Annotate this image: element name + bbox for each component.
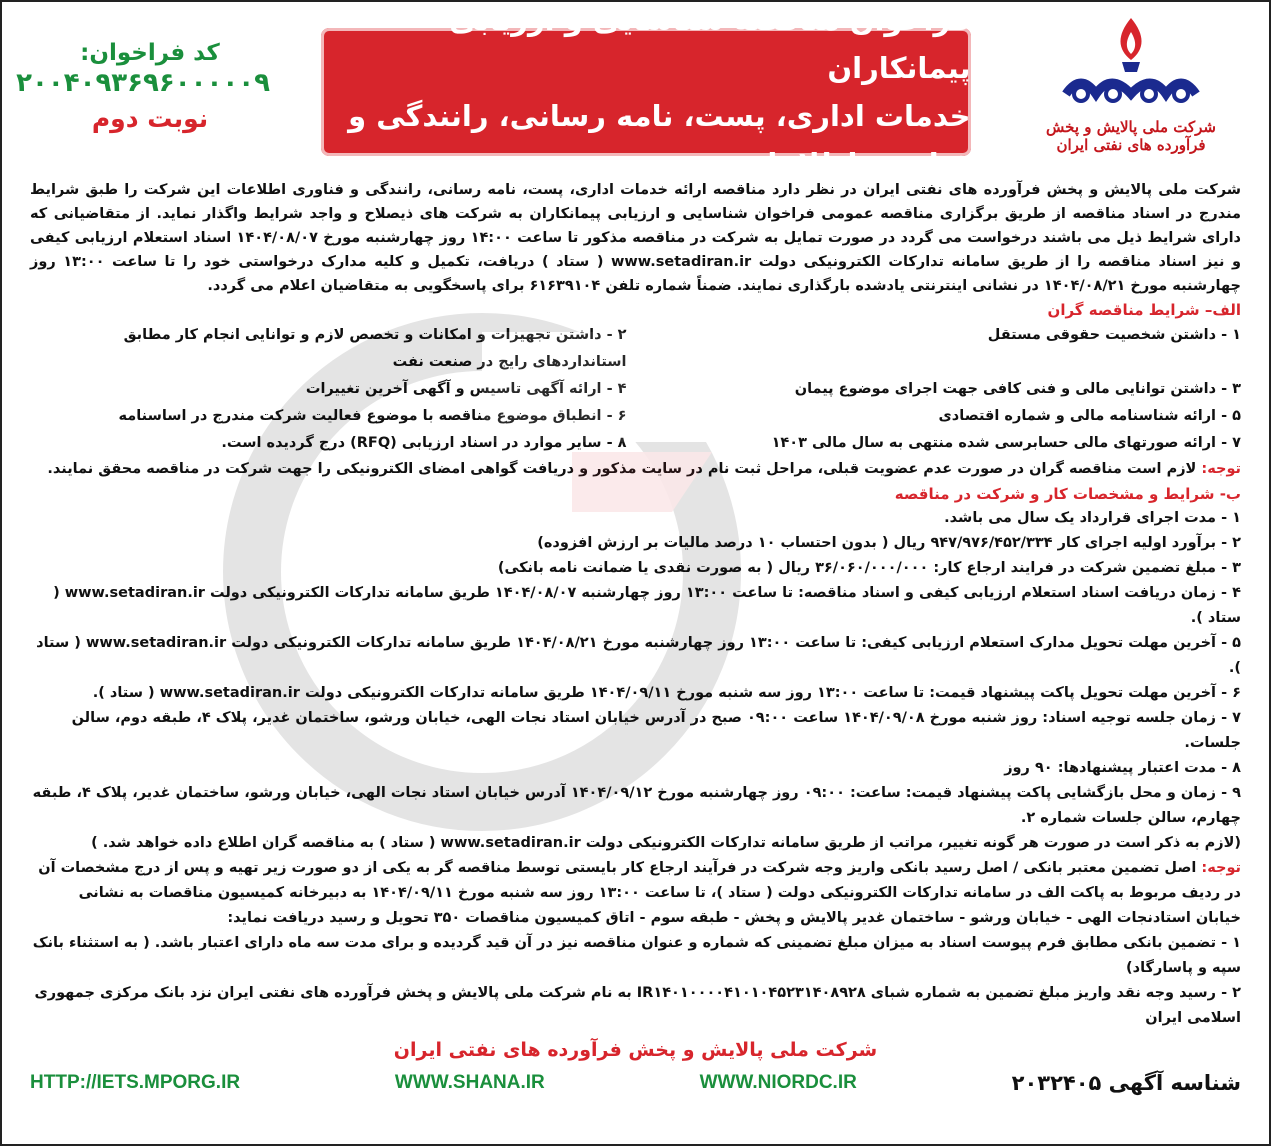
requirement-item: ۲ - داشتن تجهیزات و امکانات و تخصص لازم و توانایی انجام کار مطابق استانداردهای رایج در صنعت نفت bbox=[123, 327, 627, 370]
condition-item: ۷ - زمان جلسه توجیه اسناد: روز شنبه مورخ ۱۴۰۴/۰۹/۰۸ ساعت ۰۹:۰۰ صبح در آدرس خیابان استاد نجات الهی، خیابان ورشو، ساختمان غدیر، پلاک ۴، طبقه دوم، سالن جلسات. bbox=[71, 710, 1241, 751]
condition-note: (لازم به ذکر است در صورت هر گونه تغییر، مراتب از طریق سامانه تدارکات الکترونیکی دولت www.setadiran.ir ( ستاد ) به مناقصه گران اطلاع داده خواهد شد. ) bbox=[91, 835, 1241, 851]
section-b-title: ب- شرایط و مشخصات کار و شرکت در مناقصه bbox=[894, 485, 1241, 503]
note-1-text: لازم است مناقصه گران در صورت عدم عضویت قبلی، مراحل ثبت نام در سایت مذکور و دریافت گواهی امضای الکترونیکی را جهت شرکت در مناقصه محقق نمایند. bbox=[47, 461, 1197, 477]
note-2-text: اصل تضمین معتبر بانکی / اصل رسید بانکی واریز وجه شرکت در فرآیند ارجاع کار بایستی توسط مناقصه گر به یکی از دو صورت زیر تهیه و پس از درج مشخصات آن در ردیف مربوط به پاکت الف در سامانه تدارکات الکترونیکی دولت ( ستاد )، تا ساعت ۱۳:۰۰ روز سه شنبه مورخ ۱۴۰۴/۰۹/۱۱ به دبیرخانه کمیسیون مناقصات به نشانی خیابان استادنجات الهی - خیابان ورشو - ساختمان غدیر پالایش و پخش - طبقه سوم - اتاق کمیسیون مناقصات ۳۵۰ تحویل و رسید دریافت نماید: bbox=[38, 860, 1241, 926]
requirement-item: ۸ - سایر موارد در اسناد ارزیابی (RFQ) درج گردیده است. bbox=[221, 435, 627, 451]
call-code-number: ۲۰۰۴۰۹۳۶۹۶۰۰۰۰۰۹ bbox=[16, 68, 270, 98]
condition-item: ۵ - آخرین مهلت تحویل مدارک استعلام ارزیابی کیفی: تا ساعت ۱۳:۰۰ روز چهارشنبه مورخ ۱۴۰۴/۰۸/۲۱ طریق سامانه تدارکات الکترونیکی دولت www.setadiran.ir ( ستاد ). bbox=[36, 635, 1241, 676]
publication-turn: نوبت دوم bbox=[91, 104, 209, 133]
requirements-list bbox=[30, 322, 1241, 457]
requirement-item: ۶ - انطباق موضوع مناقصه با موضوع فعالیت شرکت مندرج در اساسنامه bbox=[118, 408, 627, 424]
note-2 bbox=[30, 856, 1241, 931]
title-line-1: فراخوان مناقصه شناسایی و ارزیابی پیمانکاران bbox=[449, 3, 971, 85]
footer-row bbox=[30, 1071, 1241, 1095]
condition-item: ۸ - مدت اعتبار پیشنهادها: ۹۰ روز bbox=[1004, 760, 1241, 776]
requirement-item: ۱ - داشتن شخصیت حقوقی مستقل bbox=[987, 327, 1241, 343]
company-logo bbox=[1021, 14, 1241, 154]
guarantee-item: ۱ - تضمین بانکی مطابق فرم پیوست اسناد به میزان مبلغ تضمینی که شماره و عنوان مناقصه نیز در آن قید گردیده و برای مدت سه ماه دارای اعتبار باشد. ( به استثناء بانک سپه و پاسارگاد) bbox=[32, 935, 1241, 976]
guarantee-item: ۲ - رسید وجه نقد واریز مبلغ تضمین به شماره شبای IR۱۴۰۱۰۰۰۰۴۱۰۱۰۴۵۲۳۱۴۰۸۹۲۸ به نام شرکت ملی پالایش و پخش فرآورده های نفتی ایران نزد بانک مرکزی جمهوری اسلامی ایران bbox=[34, 985, 1241, 1026]
condition-item: ۹ - زمان و محل بازگشایی پاکت پیشنهاد قیمت: ساعت: ۰۹:۰۰ روز چهارشنبه مورخ ۱۴۰۴/۰۹/۱۲ آدرس خیابان استاد نجات الهی، خیابان ورشو، ساختمان غدیر، پلاک ۴، طبقه چهارم، سالن جلسات شماره ۲. bbox=[32, 785, 1241, 826]
call-code-box bbox=[16, 14, 270, 133]
condition-item: ۶ - آخرین مهلت تحویل پاکت پیشنهاد قیمت: تا ساعت ۱۳:۰۰ روز سه شنبه مورخ ۱۴۰۴/۰۹/۱۱ طریق سامانه تدارکات الکترونیکی دولت www.setadiran.ir ( ستاد ). bbox=[92, 685, 1241, 701]
note-1-label: توجه: bbox=[1201, 461, 1241, 477]
condition-item: ۳ - مبلغ تضمین شرکت در فرایند ارجاع کار: ۳۶/۰۶۰/۰۰۰/۰۰۰ ریال ( به صورت نقدی یا ضمانت نامه بانکی) bbox=[497, 560, 1241, 576]
title-banner bbox=[321, 3, 971, 181]
flame-logo-icon bbox=[1056, 14, 1206, 114]
requirement-item: ۵ - ارائه شناسنامه مالی و شماره اقتصادی bbox=[938, 408, 1241, 424]
intro-paragraph: شرکت ملی پالایش و پخش فرآورده های نفتی ایران در نظر دارد مناقصه ارائه خدمات اداری، پست، نامه رسانی، رانندگی و فناوری اطلاعات این شرکت را طبق شرایط مندرج در اسناد مناقصه از طریق برگزاری مناقصه عمومی فراخوان شناسایی و ارزیابی پیمانکاران به شرکت های ذیصلاح و واجد شرایط واگذار نماید. از متقاضیانی که دارای شرایط ذیل می باشند درخواست می گردد در صورت تمایل به شرکت در مناقصه مذکور تا ساعت ۱۴:۰۰ روز چهارشنبه مورخ ۱۴۰۴/۰۸/۰۷ اسناد استعلام ارزیابی کیفی و نیز اسناد مناقصه را از طریق سامانه تدارکات الکترونیکی دولت www.setadiran.ir ( ستاد ) دریافت، تکمیل و کلیه مدارک درخواستی خود را تا ساعت ۱۳:۰۰ روز چهارشنبه مورخ ۱۴۰۴/۰۸/۲۱ در نشانی اینترنتی یادشده بارگذاری نمایند. ضمناً شماره تلفن ۶۱۶۳۹۱۰۴ برای پاسخگویی به متقاضیان اعلام می گردد. bbox=[30, 182, 1241, 294]
requirement-item: ۴ - ارائه آگهی تاسیس و آگهی آخرین تغییرات bbox=[305, 381, 627, 397]
ad-id: شناسه آگهی ۲۰۳۲۴۰۵ bbox=[1011, 1071, 1241, 1095]
condition-item: ۴ - زمان دریافت اسناد استعلام ارزیابی کیفی و اسناد مناقصه: تا ساعت ۱۳:۰۰ روز چهارشنبه ۱۴۰۴/۰۸/۰۷ طریق سامانه تدارکات الکترونیکی دولت www.setadiran.ir ( ستاد ). bbox=[53, 585, 1241, 626]
footer-company-name: شرکت ملی پالایش و پخش فرآورده های نفتی ایران bbox=[393, 1039, 878, 1061]
site-niordc-link[interactable]: WWW.NIORDC.IR bbox=[699, 1072, 857, 1093]
conditions-list bbox=[30, 506, 1241, 856]
condition-item: ۲ - برآورد اولیه اجرای کار ۹۴۷/۹۷۶/۴۵۲/۳۳۴ ریال ( بدون احتساب ۱۰ درصد مالیات بر ارزش افزوده) bbox=[537, 535, 1241, 551]
note-2-label: توجه: bbox=[1201, 860, 1241, 876]
note-1 bbox=[30, 457, 1241, 482]
site-iets-link[interactable]: HTTP://IETS.MPORG.IR bbox=[30, 1072, 241, 1093]
requirement-item: ۳ - داشتن توانایی مالی و فنی کافی جهت اجرای موضوع پیمان bbox=[794, 381, 1241, 397]
site-shana-link[interactable]: WWW.SHANA.IR bbox=[394, 1072, 545, 1093]
section-a-title: الف– شرایط مناقصه گران bbox=[1047, 301, 1241, 319]
call-code-label: کد فراخوان: bbox=[80, 40, 220, 66]
title-line-2: خدمات اداری، پست، نامه رسانی، رانندگی و فناوری اطلاعات bbox=[348, 99, 971, 181]
requirement-item: ۷ - ارائه صورتهای مالی حسابرسی شده منتهی به سال مالی ۱۴۰۳ bbox=[771, 435, 1241, 451]
condition-item: ۱ - مدت اجرای قرارداد یک سال می باشد. bbox=[944, 510, 1241, 526]
header bbox=[16, 3, 1241, 181]
logo-company-name: شرکت ملی پالایش و پخش فرآورده های نفتی ایران bbox=[1046, 118, 1216, 154]
